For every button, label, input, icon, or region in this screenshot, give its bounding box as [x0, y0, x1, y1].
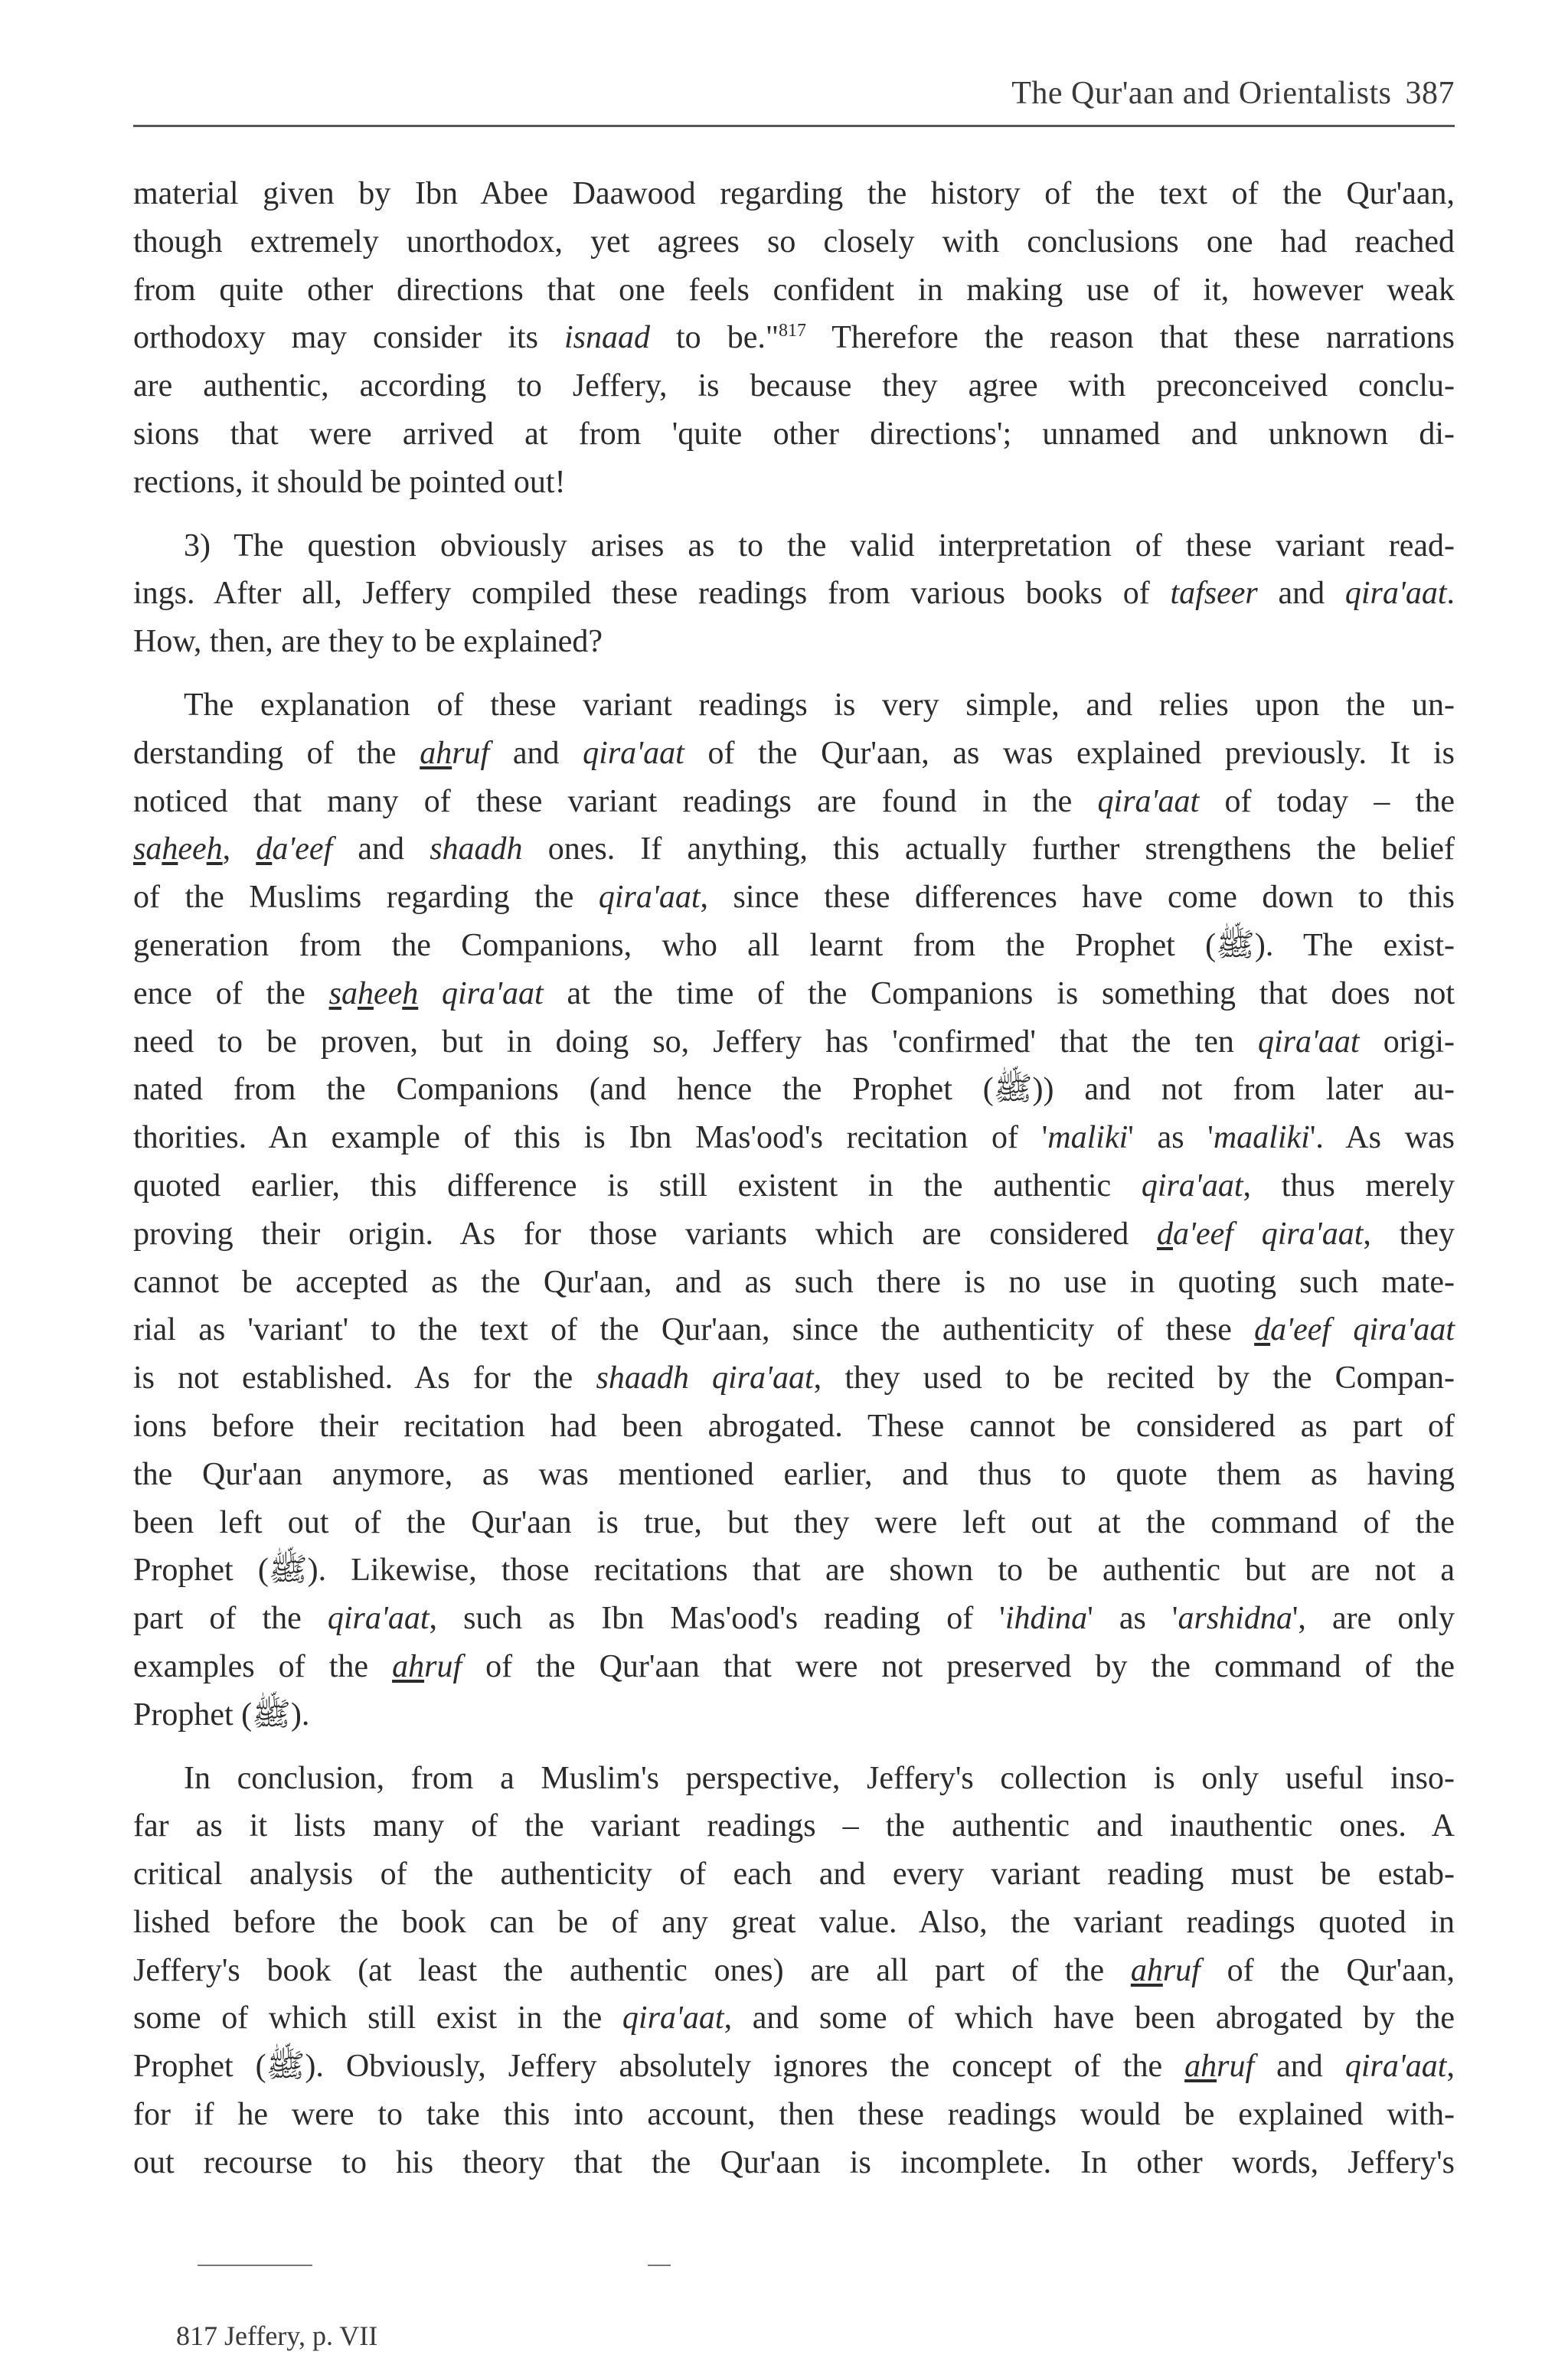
text-line: lished before the book can be of any great value. Also, the variant readings quoted in — [133, 1904, 1455, 1940]
text-line: been left out of the Qur'aan is true, but they were left out at the command of the — [133, 1504, 1455, 1540]
text-line: saheeh, da'eef and shaadh ones. If anything, this actually further strengthens the belief — [133, 831, 1455, 867]
text-line: Prophet (ﷺ). Likewise, those recitations that are shown to be authentic but are not a — [133, 1553, 1455, 1589]
text-line: nated from the Companions (and hence the Prophet (ﷺ)) and not from later au- — [133, 1072, 1455, 1108]
text-line: though extremely unorthodox, yet agrees so closely with conclusions one had reached — [133, 224, 1455, 260]
text-line: derstanding of the ahruf and qira'aat of the Qur'aan, as was explained previously. It is — [133, 735, 1455, 771]
paragraph — [133, 681, 1455, 1739]
text-line: from quite other directions that one feels confident in making use of it, however weak — [133, 272, 1455, 308]
text-line: for if he were to take this into account, then these readings would be explained with- — [133, 2097, 1455, 2133]
text-line: are authentic, according to Jeffery, is because they agree with preconceived conclu- — [133, 368, 1455, 404]
footnote-text: Jeffery, p. VII — [224, 2320, 378, 2351]
text-line: ence of the saheeh qira'aat at the time of the Companions is something that does not — [133, 975, 1455, 1011]
text-line: is not established. As for the shaadh qira'aat, they used to be recited by the Compan- — [133, 1360, 1455, 1396]
text-line: critical analysis of the authenticity of each and every variant reading must be estab- — [133, 1857, 1455, 1893]
header-rule — [133, 125, 1455, 127]
text-line: the Qur'aan anymore, as was mentioned earlier, and thus to quote them as having — [133, 1456, 1455, 1492]
text-line: ings. After all, Jeffery compiled these readings from various books of tafseer and qira'aat. — [133, 576, 1455, 612]
text-line: orthodoxy may consider its isnaad to be."$^{817}$ Therefore the reason that these narrations — [133, 320, 1455, 356]
text-line: proving their origin. As for those variants which are considered da'eef qira'aat, they — [133, 1216, 1455, 1252]
text-line: out recourse to his theory that the Qur'aan is incomplete. In other words, Jeffery's — [133, 2144, 1455, 2180]
text-line: sions that were arrived at from 'quite other directions'; unnamed and unknown di- — [133, 416, 1455, 452]
text-line: rections, it should be pointed out! — [133, 464, 566, 500]
text-line: Jeffery's book (at least the authentic ones) are all part of the ahruf of the Qur'aan, — [133, 1952, 1455, 1988]
text-line: examples of the ahruf of the Qur'aan that were not preserved by the command of the — [133, 1648, 1455, 1684]
text-line: some of which still exist in the qira'aat, and some of which have been abrogated by the — [133, 2000, 1455, 2036]
paragraph — [133, 1755, 1455, 2187]
text-line: Prophet (ﷺ). — [133, 1697, 310, 1733]
text-line: noticed that many of these variant readings are found in the qira'aat of today – the — [133, 783, 1455, 819]
text-line: ions before their recitation had been abrogated. These cannot be considered as part of — [133, 1408, 1455, 1444]
footnote-number: 817 — [176, 2320, 217, 2351]
text-line: In conclusion, from a Muslim's perspective, Jeffery's collection is only useful inso- — [184, 1760, 1455, 1796]
footnote-rule-mark — [648, 2265, 671, 2266]
text-line: quoted earlier, this difference is still existent in the authentic qira'aat, thus merely — [133, 1168, 1455, 1203]
footnote-rule — [198, 2265, 312, 2266]
text-line: 3) The question obviously arises as to the valid interpretation of these variant read- — [184, 527, 1455, 563]
text-line: generation from the Companions, who all learnt from the Prophet (ﷺ). The exist- — [133, 927, 1455, 963]
footnote — [176, 2320, 377, 2352]
text-line: far as it lists many of the variant readings – the authentic and inauthentic ones. A — [133, 1808, 1455, 1844]
running-title: The Qur'aan and Orientalists — [1011, 76, 1392, 111]
text-line: Prophet (ﷺ). Obviously, Jeffery absolutely ignores the concept of the ahruf and qira'aat, — [133, 2049, 1455, 2085]
running-head — [1011, 75, 1455, 112]
text-line: The explanation of these variant readings is very simple, and relies upon the un- — [184, 687, 1455, 723]
paragraph — [133, 522, 1455, 666]
text-line: cannot be accepted as the Qur'aan, and as such there is no use in quoting such mate- — [133, 1264, 1455, 1300]
text-line: rial as 'variant' to the text of the Qur'aan, since the authenticity of these da'eef qira'aat — [133, 1312, 1455, 1348]
body-text — [133, 170, 1455, 2187]
text-line: of the Muslims regarding the qira'aat, since these differences have come down to this — [133, 880, 1455, 916]
text-line: part of the qira'aat, such as Ibn Mas'ood's reading of 'ihdina' as 'arshidna', are only — [133, 1601, 1455, 1637]
text-line: need to be proven, but in doing so, Jeffery has 'confirmed' that the ten qira'aat origi- — [133, 1024, 1455, 1060]
text-line: How, then, are they to be explained? — [133, 624, 603, 660]
text-line: material given by Ibn Abee Daawood regarding the history of the text of the Qur'aan, — [133, 176, 1455, 211]
text-line: thorities. An example of this is Ibn Mas'ood's recitation of 'maliki' as 'maaliki'. As was — [133, 1120, 1455, 1156]
page-number: 387 — [1405, 76, 1455, 111]
paragraph — [133, 170, 1455, 507]
